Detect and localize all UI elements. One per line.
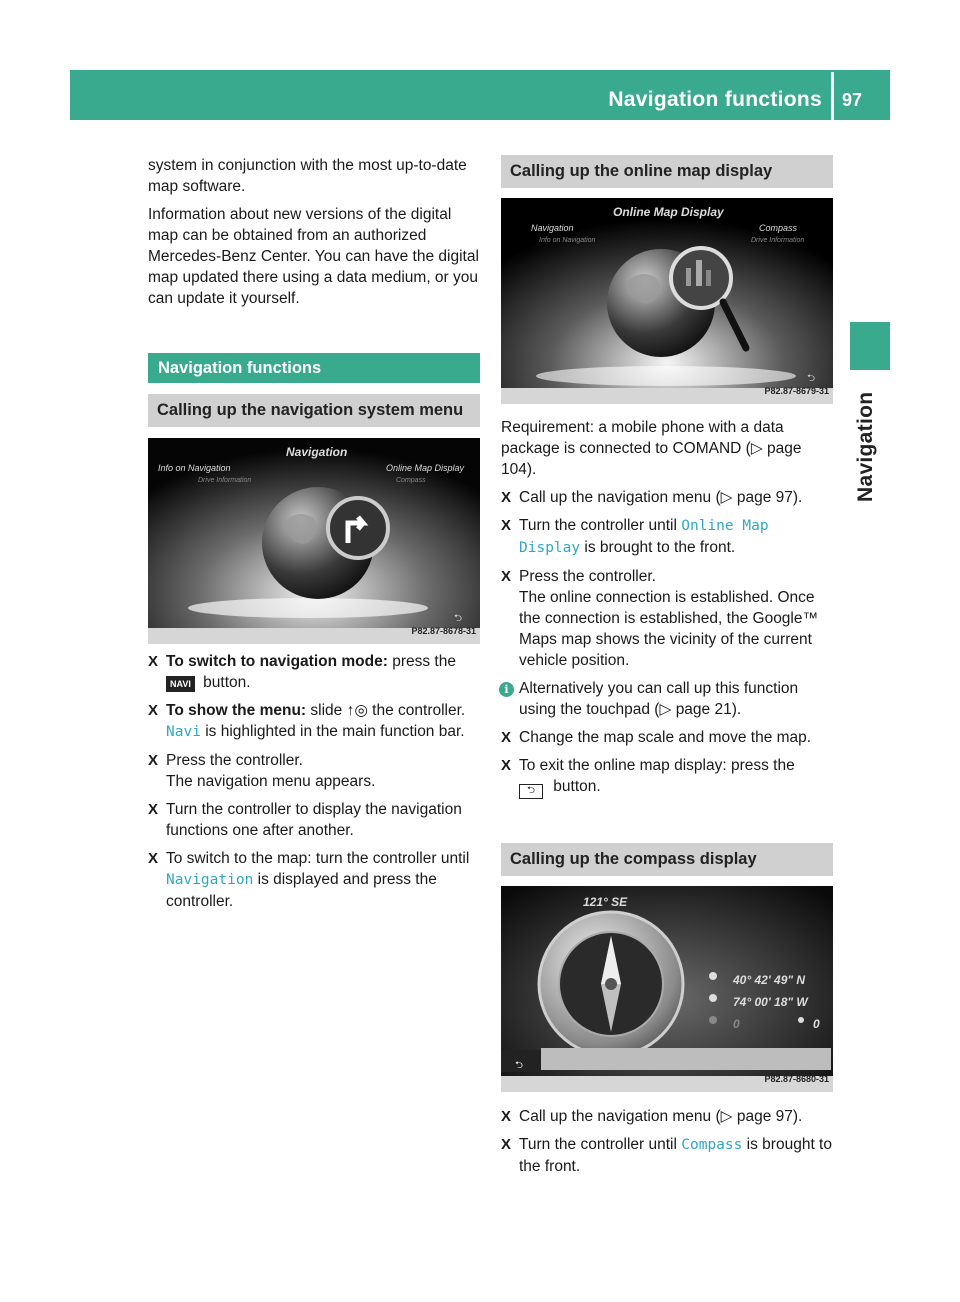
highlight-compass: Compass xyxy=(681,1137,743,1153)
step-x-icon: X xyxy=(501,729,512,746)
compass-screenshot xyxy=(501,886,833,1092)
compass-longitude: 74° 00' 18" W xyxy=(733,995,808,1009)
step-x-icon: X xyxy=(148,752,159,769)
controller-slide-icon: ↑◎ xyxy=(346,702,368,719)
step-x-icon: X xyxy=(501,517,512,534)
screen-title: Online Map Display xyxy=(613,205,724,219)
screen-back-icon: ⮌ xyxy=(515,1060,524,1071)
image-caption: P82.87-8679-31 xyxy=(764,386,829,396)
screen-right-item: Compass xyxy=(759,223,798,233)
step-x-icon: X xyxy=(148,702,159,719)
subheading-compass: Calling up the compass display xyxy=(501,843,833,876)
left-column xyxy=(148,155,480,912)
step-press-controller: X Press the controller. The navigation menu appears. xyxy=(148,752,376,790)
screen-left-sub: Info on Navigation xyxy=(539,237,596,244)
highlight-navi: Navi xyxy=(166,724,201,740)
step-press-controller-online: X Press the controller. The online connection is established. Once the connection is established, the Google™ Maps map shows the vicinity of the current vehicle position. xyxy=(501,568,818,669)
step-switch-navigation-mode: X To switch to navigation mode: press the NAVI button. xyxy=(148,653,456,691)
header-divider xyxy=(831,72,834,120)
step-x-icon: X xyxy=(148,801,159,818)
compass-heading: 121° SE xyxy=(583,895,628,909)
right-column xyxy=(501,155,833,1177)
step-x-icon: X xyxy=(501,568,512,585)
screen-right-sub: Compass xyxy=(396,477,426,484)
navi-button-icon: NAVI xyxy=(166,676,195,692)
step-x-icon: X xyxy=(501,757,512,774)
step-show-menu: X To show the menu: slide ↑◎ the controller. Navi is highlighted in the main function bar. xyxy=(148,702,466,740)
step-switch-to-map: X To switch to the map: turn the controller until Navigation is displayed and press the controller. xyxy=(148,850,470,910)
screen-back-icon: ⮌ xyxy=(454,613,463,624)
step-call-navigation-menu-compass: X Call up the navigation menu (▷ page 97). xyxy=(501,1108,803,1125)
screen-back-icon: ⮌ xyxy=(807,373,816,384)
screen-left-sub: Drive Information xyxy=(198,477,252,484)
highlight-navigation: Navigation xyxy=(166,872,254,888)
requirement-text: Requirement: a mobile phone with a data package is connected to COMAND (▷ page 104). xyxy=(501,419,802,478)
back-button-icon: ⮌ xyxy=(519,784,543,799)
side-tab-marker xyxy=(850,322,890,370)
subheading-navigation-menu: Calling up the navigation system menu xyxy=(148,394,480,427)
step-x-icon: X xyxy=(501,489,512,506)
step-x-icon: X xyxy=(501,1108,512,1125)
intro-paragraph-1: system in conjunction with the most up-to-date map software. xyxy=(148,157,467,195)
step-x-icon: X xyxy=(501,1136,512,1153)
screen-left-item: Navigation xyxy=(531,223,574,233)
info-icon: i xyxy=(499,678,514,699)
navigation-menu-screenshot xyxy=(148,438,480,644)
step-call-navigation-menu: X Call up the navigation menu (▷ page 97). xyxy=(501,489,803,506)
step-turn-controller-compass: X Turn the controller until Compass is brought to the front. xyxy=(501,1136,832,1175)
step-x-icon: X xyxy=(148,653,159,670)
intro-paragraph-2: Information about new versions of the digital map can be obtained from an authorized Mercedes-Benz Center. You can have the digital map updated there using a data medium, or you can update it yourself. xyxy=(148,206,479,307)
screen-title: Navigation xyxy=(286,445,348,459)
step-turn-controller-online: X Turn the controller until Online Map Display is brought to the front. xyxy=(501,517,769,556)
step-turn-controller: X Turn the controller to display the navigation functions one after another. xyxy=(148,801,462,839)
compass-satellites: 0 xyxy=(813,1017,820,1031)
section-heading: Navigation functions xyxy=(148,353,480,383)
step-exit-online-map: X To exit the online map display: press the ⮌ button. xyxy=(501,755,833,799)
highlight-online-map-display: Online Map Display xyxy=(519,518,769,556)
side-tab-label: Navigation xyxy=(854,391,877,502)
compass-latitude: 40° 42' 49" N xyxy=(733,973,806,987)
screen-right-sub: Drive Information xyxy=(751,237,805,244)
online-map-screenshot xyxy=(501,198,833,404)
step-change-map-scale: X Change the map scale and move the map. xyxy=(501,729,812,746)
step-x-icon: X xyxy=(148,850,159,867)
compass-altitude: 0 xyxy=(733,1017,740,1031)
screen-right-item: Online Map Display xyxy=(386,463,465,473)
page-header-title: Navigation functions xyxy=(608,88,822,111)
image-caption: P82.87-8678-31 xyxy=(411,626,476,636)
screen-left-item: Info on Navigation xyxy=(158,463,231,473)
image-caption: P82.87-8680-31 xyxy=(764,1074,829,1084)
info-note: i Alternatively you can call up this function using the touchpad (▷ page 21). xyxy=(501,678,833,720)
subheading-online-map: Calling up the online map display xyxy=(501,155,833,188)
page-number: 97 xyxy=(842,90,863,110)
